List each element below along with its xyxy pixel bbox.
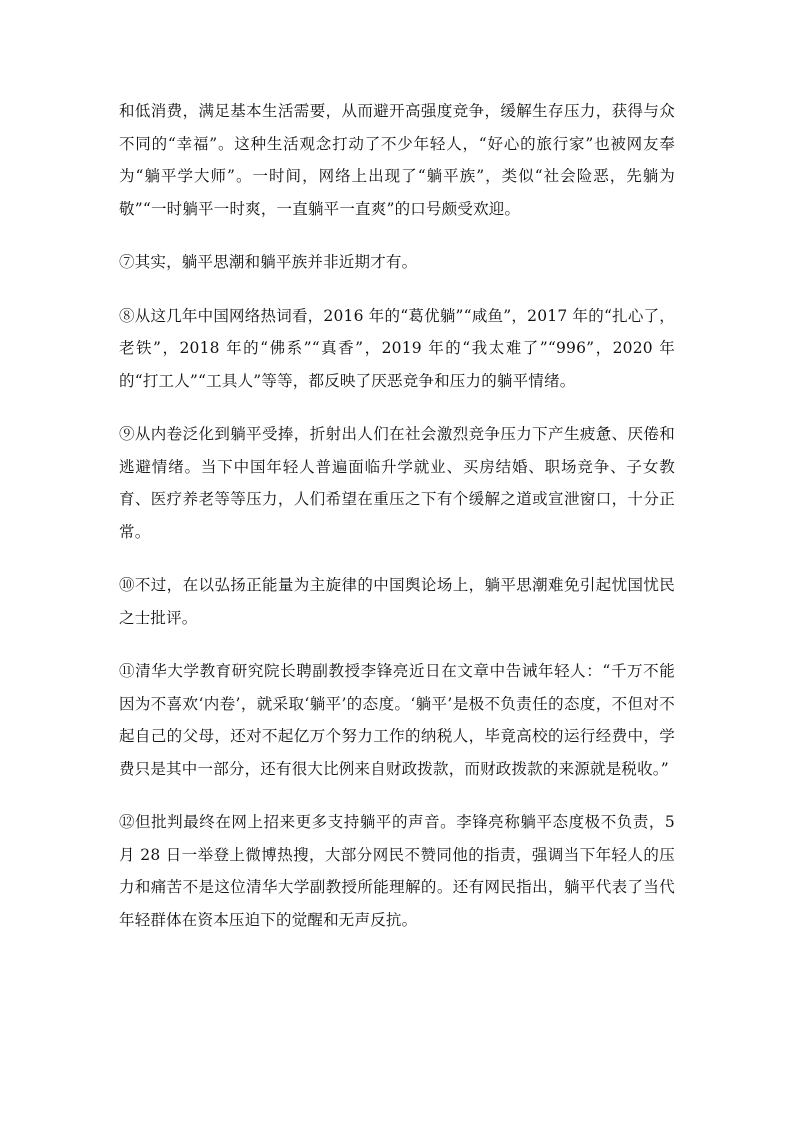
paragraph-12: ⑫但批判最终在网上招来更多支持躺平的声音。李锋亮称躺平态度极不负责，5 月 28 日一举登上微博热搜，大部分网民不赞同他的指责，强调当下年轻人的压力和痛苦不是这位清华大学副教授所能理解的。还有网民指出，躺平代表了当代年轻群体在资本压迫下的觉醒和无声反抗。 [119,813,675,929]
paragraph-9: ⑨从内卷泛化到躺平受捧，折射出人们在社会激烈竞争压力下产生疲惫、厌倦和逃避情绪。当下中国年轻人普遍面临升学就业、买房结婚、职场竞争、子女教育、医疗养老等等压力，人们希望在重压之下有个缓解之道或宣泄窗口，十分正常。 [119,425,675,541]
document-page [119,95,675,957]
paragraph-continuation: 和低消费，满足基本生活需要，从而避开高强度竞争，缓解生存压力，获得与众不同的“幸福”。这种生活观念打动了不少年轻人，“好心的旅行家”也被网友奉为“躺平学大师”。一时间，网络上出现了“躺平族”，类似“社会险恶，先躺为敬”“一时躺平一时爽，一直躺平一直爽”的口号颇受欢迎。 [119,102,675,218]
paragraph-10: ⑩不过，在以弘扬正能量为主旋律的中国舆论场上，躺平思潮难免引起忧国忧民之士批评。 [119,576,675,627]
paragraph-7: ⑦其实，躺平思潮和躺平族并非近期才有。 [119,253,418,271]
paragraph-8: ⑧从这几年中国网络热词看，2016 年的“葛优躺”“咸鱼”，2017 年的“扎心了，老铁”，2018 年的“佛系”“真香”，2019 年的“我太难了”“996”，2020 年的“打工人”“工具人”等等，都反映了厌恶竞争和压力的躺平情绪。 [119,306,675,390]
paragraph-11: ⑪清华大学教育研究院长聘副教授李锋亮近日在文章中告诫年轻人：“千万不能因为不喜欢‘内卷’，就采取‘躺平’的态度。‘躺平’是极不负责任的态度，不但对不起自己的父母，还对不起亿万个努力工作的纳税人，毕竟高校的运行经费中，学费只是其中一部分，还有很大比例来自财政拨款，而财政拨款的来源就是税收。” [119,662,675,778]
